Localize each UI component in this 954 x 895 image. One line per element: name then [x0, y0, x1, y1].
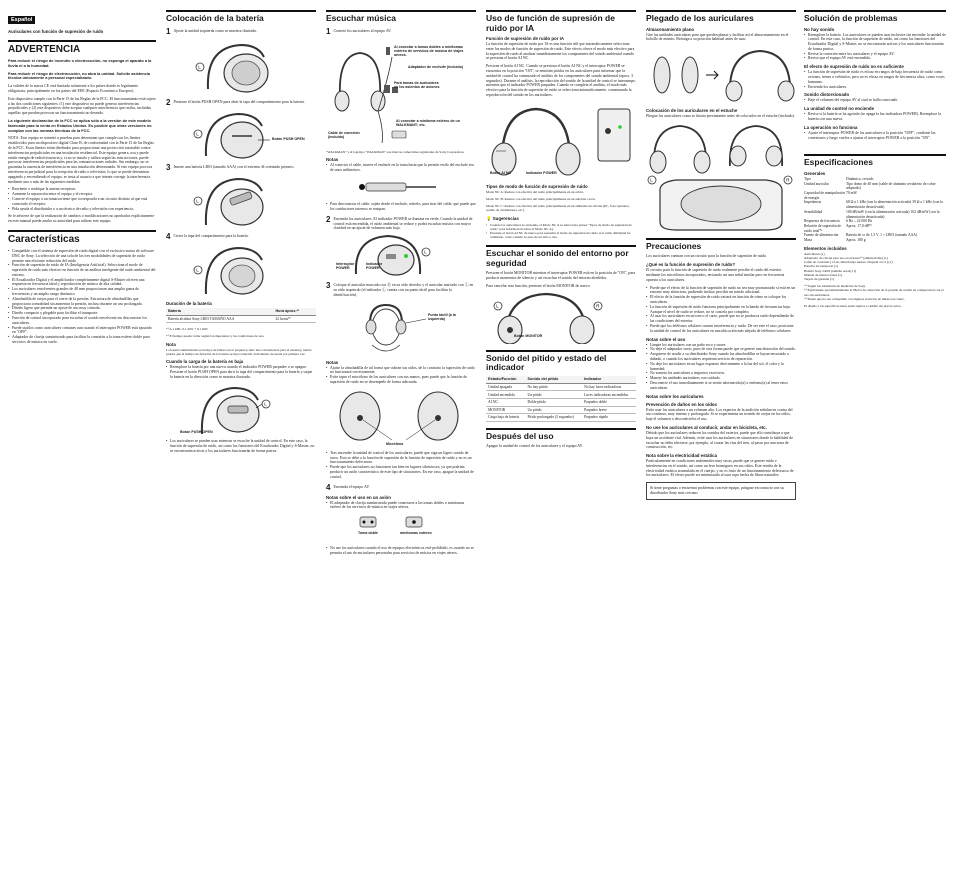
- list-item: • La función de supresión de ruido funciona principalmente en la banda de frecuencias baja. Aunque el nivel de ruido se reduce, no se cancela por completo.: [646, 305, 796, 315]
- notas3-list: [326, 366, 476, 385]
- table-header: Estado/Función: [486, 376, 525, 384]
- feature-item: • El Ecualizador Digital y el amplificador completamente digital S-Master ofrecen una respuesta en frecuencia ideal y reproducción de música de alta calidad.: [8, 278, 156, 288]
- column-4: [486, 8, 636, 887]
- musica-step-1: [326, 28, 476, 36]
- table-row: [166, 315, 316, 323]
- included-item: Tarjeta de garantía (1): [804, 277, 834, 282]
- spec-footnote: *¹ Según los estándares de medición de Sony: [804, 284, 866, 289]
- problema-4-list: [804, 112, 946, 122]
- table-cell: Carga baja de batería: [486, 414, 525, 422]
- power-switch-illustration-icon: [326, 234, 476, 278]
- close-cover-illustration-icon: [166, 244, 316, 298]
- list-item: • Para desconectar el cable, sujete desde el enchufe, retírelo; para tirar del cable, que puede que los conductores internos se rompan.: [326, 202, 476, 212]
- table-cell: Pitido prolongado (3 segundos): [525, 414, 582, 422]
- feature-item: • Puede usarlos como auriculares comunes aun cuando el interruptor POWER está ajustado en "OFF".: [8, 326, 156, 336]
- column-6: [804, 8, 946, 887]
- list-item: • Desconecte el uso inmediatamente si se siente adormecido(a) o enfermo(a) al tener estos auriculares.: [646, 381, 796, 391]
- fig-label-ai-nc: Botón AI NC: [490, 170, 512, 175]
- advertencia-title: ADVERTENCIA: [8, 44, 81, 55]
- spec-footnote: *³ Puede que no sea compatible con algunos servicios de música en vuelo.: [804, 296, 905, 301]
- list-item: • El efecto de la función de supresión de ruido variará en función de cómo se coloque los auriculares.: [646, 295, 796, 305]
- spec-value: 70 mW: [846, 191, 857, 196]
- table-cell: Parpadeo breve: [582, 406, 636, 414]
- monitor-illustration-icon: [486, 292, 636, 344]
- advertencia-p5: La siguiente declaración de la FCC se aplica sólo a la versión de este modelo fabricada para la venta en Estados Unidos. Es posible que otras versiones no cumplan con las normas técnicas de la FCC.: [8, 117, 152, 133]
- avion-list: [326, 501, 476, 511]
- list-item: • Reemplace la batería. Los auriculares se pueden usar inclusive sin encender la unidad de control. En este caso, la función de supresión de ruido, así como las funciones del Ecualizador Digital y S-Master, no se encontrarán activas y los auriculares funcionarán de forma pasiva.: [804, 33, 946, 52]
- microphone-position-icon: [326, 388, 476, 448]
- table-cell: Un pitido: [525, 406, 582, 414]
- prev-text: Evite usar los auriculares a un volumen alto. Los expertos de la audición señalan en contra del uso continuo, muy intenso y prolongado. Si se experimenta un tronido de orejas en los oídos, baje el volumen o desconéctelos el uso.: [646, 407, 793, 422]
- battery-remove-illustration-icon: [166, 382, 316, 436]
- spec-key: Tipo: [804, 176, 811, 181]
- spec-row: [804, 210, 946, 219]
- list-item: • Ajuste la almohadilla de tal forma que cubran sus oídos, de lo contrario la supresión de ruido no funcionará correctamente.: [326, 366, 476, 376]
- problemas-title: Solución de problemas: [804, 13, 898, 23]
- fig-label-indicator: Indicador POWER: [526, 170, 557, 175]
- spec-key: Relación de supresión de ruido total*¹: [804, 223, 841, 233]
- step-text: Ajuste la unidad izquierda como se muestra ilustrada.: [173, 28, 257, 33]
- contact-text: Si tiene preguntas o encuentra problemas con este equipo, póngase en contacto con su distribuidor Sony más cercano.: [650, 486, 784, 496]
- section-bateria: [166, 10, 316, 454]
- nota-text: La batería suministrada se incluye de fábrica en el paquete (como una conveniencia para el usuario); tenido prueba que el tiempo de duración de la batería se haya reducido al momento de usarla por primera vez.: [166, 347, 312, 356]
- precauciones-q-title: ¿Qué es la función de supresión de ruido?: [646, 262, 736, 268]
- list-item: • Los auriculares se pueden usar mientras se escuche la unidad de control. En este caso, la función de supresión de ruido, así como las funciones del Ecualizador Digital y S-Master, no se encontrarán activas y los auriculares funcionarán de forma pasiva.: [166, 439, 316, 453]
- elec-text: Particularmente en condiciones ambientales muy secas, puede que se genere ruido e interferencias en el sonido, así como un leve hormigueo en sus oídos. Este resulta de la electricidad estática acumulada en el cuerpo, y no es fruto de un funcionamiento defectuoso de los auriculares. El efecto puede ser minimizado al usar ropa hecha de fibras naturales.: [646, 459, 794, 478]
- problema-1-list: [804, 33, 946, 62]
- section-advertencia: [8, 40, 156, 224]
- spec-row: [804, 200, 946, 209]
- bateria-step-2: [166, 99, 316, 107]
- caracteristicas-list: [8, 249, 156, 345]
- fig-label-cable: Cable de conexión (incluido): [328, 130, 360, 139]
- avion-title: Notas sobre el uso en un avión: [326, 494, 391, 500]
- spec-final-note: El diseño y las especificaciones están sujetos a cambio sin previo aviso.: [804, 304, 902, 309]
- plegado-sub1: Almacenamiento plano: [646, 26, 695, 32]
- table-cell: AI NC: [486, 398, 525, 406]
- notas-list-2: [326, 202, 476, 212]
- spec-value: 100 dB/mW (con la alimentación activada) 102 dB/mW (con la alimentación desactivada): [846, 209, 940, 219]
- problema-3: Sonido distorsionado: [804, 92, 850, 98]
- figure-microphone: [326, 388, 476, 448]
- bateria-step-1: [166, 28, 316, 36]
- table-row: [486, 406, 636, 414]
- advertencia-p7: Se le advierte de que la realización de cambios o modificaciones no aprobados explícitamente en este manual puede anular su autoridad para utilizar este equipo.: [8, 214, 155, 224]
- table-header: Hora aprox.*¹: [273, 308, 316, 316]
- fig-label-power-switch: Interruptor POWER: [336, 262, 355, 271]
- precauciones-title: Precauciones: [646, 240, 702, 251]
- list-item: • Presione el botón AI NC de nuevo para reanudar el modo de supresión de ruido si el ruido ambiental ha cambiado, como cuando se pasa de un sitio a otro.: [486, 231, 636, 239]
- notas4-list: [326, 451, 476, 480]
- list-item: • Puede que los teléfonos celulares causen interferencia y ruido. De ser este el caso, posicione la unidad de control de los auriculares en una ubicación más alejada de teléfonos celulares.: [646, 324, 796, 334]
- figure-close-cover: [166, 244, 316, 298]
- step-number: 1: [326, 26, 331, 36]
- included-item: Manual de instrucciones (1): [804, 272, 842, 277]
- carga-list-2: [166, 439, 316, 453]
- mode-c: Modo NC C: Reduce con efectiva del ruido principalmente en un ambiente de oficina (PC, fotocopiadora, sonido de ventiladores, etc.).: [486, 204, 630, 213]
- feature-item: • Compatible con el sistema de supresión de ruido digital con el exclusivo motor de software DNC de Sony. La selección de una sola de las tres modalidades de supresión de ruido permite una eficiente reducción del ruido.: [8, 249, 156, 263]
- figure-wearing: [326, 301, 476, 357]
- advertencia-p1: Para reducir el riesgo de incendio o electrocución, no exponga el aparato a la lluvia ni a la humedad.: [8, 58, 152, 68]
- carga-list: [166, 365, 316, 379]
- table-cell: MONITOR: [486, 406, 525, 414]
- section-especificaciones: [804, 154, 946, 308]
- avion-list-2: [326, 546, 476, 556]
- spec-row: [804, 182, 946, 191]
- list-item: • Baje el volumen del equipo AV al cual se halla conectado.: [804, 98, 946, 103]
- spec-row: [804, 238, 946, 243]
- trademark-note: "WALKMAN" y el logotipo "WALKMAN" son marcas comerciales registradas de Sony Corporation.: [326, 149, 465, 154]
- list-item: • Revise si la batería se ha agotado (se apaga la luz indicadora POWER). Reemplace la batería con una nueva.: [804, 112, 946, 122]
- plegado-title: Plegado de los auriculares: [646, 13, 754, 23]
- footnote: *¹ A 1 kHz, 0,1 mW + 0,1 mW: [166, 327, 208, 332]
- spec-key: Respuesta de frecuencia: [804, 219, 840, 224]
- step-text: Encienda los auriculares. El indicador POWER se ilumina en verde. Cuando la unidad de control está encendida, el ruido ambiental se reduce y podrá escuchar música con mayor claridad en un ajuste de volumen más bajo.: [333, 216, 473, 231]
- figure-ai-nc: [486, 101, 636, 181]
- included-item: Batería Sony LR03 (tamaño AAA) (1): [804, 268, 857, 273]
- table-cell: Unidad encendida: [486, 391, 525, 399]
- plegado-sub2: Colocación de los auriculares en el estuche: [646, 108, 738, 114]
- step-number: 2: [326, 214, 331, 224]
- musica-step-2: [326, 216, 476, 231]
- feature-item: • Función de control incorporado para escuchar el sonido envolvente sin desconectar los auriculares.: [8, 316, 156, 326]
- list-item: • Asegúrese de acudir a su distribuidor Sony cuando las almohadillas se hayan ensuciado o dañado, o cuando los auriculares requieran servicio de reparación.: [646, 352, 796, 362]
- ia-p2: Presione el botón AI NC. Cuando se presiona el botón AI NC y el interruptor POWER se encuentra en la posición "ON", se emitirán pitidos en los auriculares para informar que la unidad de control ha comenzado el análisis de los componentes del sonido ambiental (aprox. 3 segundos). Durante el análisis, la reproducción del sonido de la unidad de control se interrumpe, mientras que el indicador POWER parpadea. Cuando se completa el análisis, el modo más efectivo para la función de supresión de ruido se selecciona automáticamente, comenzando la reproducción del sonido en los auriculares.: [486, 64, 636, 97]
- fig-label-power-indicator: Indicador POWER: [366, 262, 383, 271]
- spec-key: Fuente de alimentación: [804, 233, 839, 238]
- beep-table: [486, 376, 636, 422]
- spec-key: Masa: [804, 238, 812, 243]
- spec-value: Aprox. 180 g: [846, 238, 866, 243]
- step-number: 3: [166, 162, 171, 172]
- cond-title: No use los auriculares al conducir, andar en bicicleta, etc.: [646, 424, 767, 430]
- figure-case: [646, 122, 796, 232]
- mode-a: Modo NC A: Reduce con efectiva del ruido principalmente en un avión.: [486, 189, 584, 194]
- svg-text:L: L: [496, 303, 499, 309]
- problema-2: El efecto de supresión de ruido no es suficiente: [804, 64, 904, 70]
- svg-text:L: L: [650, 177, 653, 183]
- section-problemas: [804, 10, 946, 140]
- spec-key: Unidad auricular: [804, 181, 829, 186]
- column-3: [326, 8, 476, 887]
- table-cell: Parpadeo rápido: [582, 414, 636, 422]
- entorno-p2: Para cancelar esta función, presione el botón MONITOR de nuevo.: [486, 283, 591, 288]
- step-text: Coloque el auricular marcado con Ⓡ en su oído derecho y el auricular marcado con Ⓛ en su oído izquierdo (el indicador Ⓛ cuenta con un punto táctil para facilitar la identificación).: [333, 283, 474, 297]
- svg-text:R: R: [596, 303, 600, 309]
- caracteristicas-title: Características: [8, 233, 80, 245]
- table-cell: Un pitido: [525, 391, 582, 399]
- feature-item: • Adaptador de clavija suministrado para facilitar la conexión a la toma estéreo doble para servicios de música en vuelo.: [8, 335, 156, 345]
- svg-text:L: L: [264, 401, 267, 407]
- fig-label-tactil: Punto táctil (a la izquierda): [428, 312, 456, 321]
- notas3-title: Notas: [326, 359, 339, 365]
- step-text: Conecte los auriculares al equipo AV.: [333, 28, 392, 33]
- carrying-case-illustration-icon: [646, 122, 796, 232]
- spec-key: Sensibilidad: [804, 209, 823, 214]
- despues-p1: Apague la unidad de control de los auriculares y el equipo AV.: [486, 444, 583, 449]
- spec-row: [804, 224, 946, 233]
- list-item: • Reemplace la batería por una nueva cuando el indicador POWER parpadee o se apague. Presione el botón PUSH OPEN para abrir la tapa del compartimento para la batería y saque la batería en la dirección como se muestra ilustrada.: [166, 365, 316, 379]
- figure-power-switch: [326, 234, 476, 278]
- table-cell: 22 horas*²: [273, 315, 316, 323]
- svg-text:R: R: [786, 177, 790, 183]
- section-despues: [486, 428, 636, 449]
- advertencia-p6: NOTA: Este equipo se sometió a pruebas para determinar que cumple con los límites establecidos para un dispositivo digital Clase B, de conformidad con la Parte 15 de las Reglas de la FCC. Estos límites están diseñados para proporcionar una protección razonable contra interferencias perjudiciales en una instalación residencial. Este equipo genera, usa y puede emitir energía de radiofrecuencia y, si no se instala y utiliza según las instrucciones, puede provocar interferencias perjudiciales para las comunicaciones radiales. Sin embargo, no se garantiza la ausencia de interferencia en una instalación determinada. Si este equipo provoca interferencia perjudicial para la recepción de radio o televisión, lo que se puede determinar apagando y encendiendo el equipo, se insta al usuario a que intente corregir la interferencia mediante una o más de las siguientes medidas:: [8, 136, 154, 184]
- problema-5: La operación no funciona: [804, 124, 858, 130]
- figure-push-open: [166, 110, 316, 160]
- sugerencias-list: [486, 223, 636, 240]
- table-header: Indicador: [582, 376, 636, 384]
- elementos-title: Elementos incluidos: [804, 245, 847, 251]
- feature-item: • Almohadilla de orejas para el cierre de la presión. Estructura de almohadillas que proporciona comodidad sin aumentar la presión, incluso durante un uso prolongado.: [8, 297, 156, 307]
- feature-item: • Diseño ligero que permite un ajuste de uso muy cómodo.: [8, 306, 156, 311]
- table-row: [486, 383, 636, 391]
- plug-illustration-icon: [326, 175, 476, 199]
- list-item: • Al usar los auriculares en un tren o el carro, puede que no se produzca ruido dependiendo de las condiciones del exterior.: [646, 314, 796, 324]
- precauciones-q-p: El circuito para la función de supresión de ruido realmente percibe el ruido del exterior mediante los micrófonos incorporados, enviando así una señal similar pero en frecuencia opuesta a los auriculares.: [646, 268, 785, 282]
- cond-text: Debido que los auriculares reducen los sonidos del exterior, puede que ello contribuya a que haya un accidente vial. Además, evite usar los auriculares en situaciones donde la habilidad de escuchar no deba afectarse, por ejemplo, al cruzar las vías del tren, al pasar por una zona de construcción, etc.: [646, 430, 793, 450]
- contact-box: [646, 482, 796, 500]
- sugerencias-label: Sugerencias: [492, 215, 519, 221]
- feature-item: • Función de supresión de ruido de IA (Inteligencia Artificial). Selecciona el modo de supresión de ruido más efectivo en función de un análisis inteligente del ruido ambiental del entorno.: [8, 263, 156, 277]
- section-caracteristicas: [8, 230, 156, 345]
- problema-3-list: [804, 98, 946, 103]
- especificaciones-title: Especificaciones: [804, 157, 873, 168]
- problema-5-list: [804, 131, 946, 141]
- spec-row: [804, 191, 946, 200]
- despues-title: Después del uso: [486, 430, 554, 441]
- figure-airplane-jacks: [326, 513, 476, 543]
- column-5: [646, 8, 796, 887]
- musica-title: Escuchar música: [326, 13, 396, 23]
- svg-text:L: L: [196, 198, 199, 203]
- entorno-title: Escuchar el sonido del entorno por seguridad: [486, 248, 629, 268]
- list-item: • Encienda los auriculares.: [804, 85, 946, 90]
- footnote: *² El tiempo puede variar según la temperatura y las condiciones de uso.: [166, 334, 265, 339]
- musica-step-3: [326, 282, 476, 297]
- notas-list: [326, 163, 476, 173]
- fig-label-walkman: Al conectar a minitoma estéreo de un WALKMAN®, etc.: [396, 118, 460, 127]
- fig-label-doble: Al conectar a tomas dobles o minitomas estéreo de servicios de música de viajes aéreos.: [394, 44, 464, 57]
- elec-title: Nota sobre la electricidad estática: [646, 453, 718, 459]
- list-item: • Puede que el efecto de la función de supresión de ruido no sea muy pronunciado si está en un entorno muy silencioso, pudiendo incluso percibir un sonido adicional.: [646, 286, 796, 296]
- advertencia-measures: [8, 187, 156, 211]
- list-item: • Revise la conexión entre los auriculares y el equipo AV.: [804, 52, 946, 57]
- included-item: Estuche de transporte (1): [804, 264, 838, 269]
- fig-label-asientos: Para tomas de auriculares en los asientos de aviones: [394, 80, 440, 89]
- spec-value: Batería de cc de 1,5 V, 1 × LR03 (tamaño AAA): [846, 233, 918, 238]
- advertencia-p2: Para reducir el riesgo de electrocución, no abra la unidad. Solicite asistencia técnica únicamente a personal especializado.: [8, 70, 151, 81]
- figure-connection: [326, 39, 476, 147]
- step-text: Cierre la tapa del compartimento para la batería.: [173, 233, 249, 238]
- fig-label-minitomas: minitomas estéreo: [400, 531, 432, 536]
- figure-insert-battery: [166, 175, 316, 229]
- list-item: • No deje los auriculares en un lugar expuesto directamente a la luz del sol, el calor y la humedad.: [646, 362, 796, 372]
- figure-headphone-left-1: [166, 39, 316, 95]
- step-number: 4: [166, 231, 171, 241]
- table-row: [486, 398, 636, 406]
- language-tag: Español: [8, 16, 35, 24]
- advertencia-p4: Este dispositivo cumple con la Parte 15 de las Reglas de la FCC. El funcionamiento está sujeto a las dos condiciones siguientes: (1) este dispositivo no puede generar interferencias perjudiciales y (2) este dispositivo debe aceptar cualquier interferencia que reciba, incluidas aquellas que puedan provocar un funcionamiento no deseado.: [8, 96, 156, 116]
- mode-b: Modo NC B: Reduce con efectiva del ruido principalmente en un autobús o tren.: [486, 196, 596, 201]
- person-wearing-headphones-icon: [326, 301, 476, 357]
- list-item: • No deje el adaptador sucio, pues de otra forma puede que se genere una distorsión del sonido.: [646, 347, 796, 352]
- included-item: Auriculares (1): [804, 251, 825, 256]
- uso-title: Notas sobre el uso: [646, 336, 686, 342]
- list-item: • Maneje las unidades auriculares con cuidado.: [646, 376, 796, 381]
- figure-remove-battery: [166, 382, 316, 436]
- measure-item: • Reoriente o reubique la antena receptora.: [8, 187, 156, 192]
- spec-value: Dinámico, cerrado: [846, 176, 874, 181]
- headphone-illustration-icon: [166, 39, 316, 95]
- feature-item: • Diseño compacto y plegable para facilitar el transporte.: [8, 311, 156, 316]
- included-item: Cable de conexión (1,5 m, miniclavija estéreo chapada oro L) (1): [804, 260, 893, 265]
- fig-label-monitor: Botón MONITOR: [514, 333, 543, 338]
- step-number: 1: [166, 26, 171, 36]
- ia-title: Uso de función de supresión de ruido por IA: [486, 13, 615, 33]
- fig-label-microfono: Micrófono: [386, 441, 404, 446]
- table-cell: Parpadeo doble: [582, 398, 636, 406]
- push-open-label: Botón PUSH OPEN: [272, 136, 305, 141]
- spec-value: 68 Ω a 1 kHz (con la alimentación activada) 39 Ω a 1 kHz (con la alimentación desactivada): [846, 200, 943, 210]
- table-cell: No hay luces indicadoras: [582, 383, 636, 391]
- spec-key: Impedancia: [804, 200, 822, 205]
- ia-subtitle: Función de supresión de ruido por IA: [486, 36, 565, 41]
- table-cell: Batería alcalina Sony LR03 TAMAÑO AAA: [166, 315, 273, 323]
- step-number: 3: [326, 281, 331, 291]
- spec-value: Tipo domo de 40 mm (cable de aluminio recubierto de cobre adoptado): [846, 181, 936, 191]
- bateria-step-4: [166, 233, 316, 241]
- doc-subtitle: Auriculares con función de supresión de ruido: [8, 29, 104, 34]
- spec-value: Aprox. 17,0 dB*²: [846, 223, 872, 228]
- notas-title: Notas: [326, 156, 339, 162]
- figure-fold-flat: [646, 45, 796, 105]
- table-cell: Luces indicadoras encendidas: [582, 391, 636, 399]
- svg-text:L: L: [196, 267, 199, 272]
- figure-plug: [326, 175, 476, 199]
- problema-2-list: [804, 70, 946, 89]
- table-header: Batería: [166, 308, 273, 316]
- list-item: • Revise que el equipo AV esté encendido.: [804, 56, 946, 61]
- step-text: Inserte una batería LR03 (tamaño AAA) con el extremo ⊕ orientado primero.: [173, 164, 295, 169]
- fig-label-toma-doble: Toma doble: [358, 531, 378, 536]
- list-item: • Tras encender la unidad de control de los auriculares, puede que oiga un ligero sonido de siseo. Esto se debe a la función de supresión de la función de supresión de ruido y no es un funcionamiento defectuoso.: [326, 451, 476, 465]
- step-number: 4: [326, 482, 331, 492]
- column-1: [8, 8, 156, 887]
- folding-illustration-icon: [646, 45, 796, 105]
- spec-footnote: *² Equivalente aproximadamente al 98,2% de reducción de la presión de sonido en comparación con el uso sin auriculares.: [804, 288, 944, 297]
- precauciones-p1: Los auriculares cuentan con un circuito para la función de supresión de ruido.: [646, 254, 767, 259]
- fig-label-adaptador: Adaptador de enchufe (incluido): [408, 64, 464, 69]
- table-cell: No hay pitido: [525, 383, 582, 391]
- prev-title: Prevención de daños en los oídos: [646, 401, 717, 407]
- measure-item: • Conecte el equipo a un tomacorriente que corresponda a un circuito distinto al que está conectado el receptor.: [8, 197, 156, 207]
- advertencia-p3: La validez de la marca CE está limitada solamente a los países donde es legalmente obligatoria, principalmente en los países del EEE (Espacio Económico Europeo).: [8, 84, 139, 93]
- column-2: [166, 8, 316, 887]
- lightbulb-icon: 💡: [486, 215, 492, 221]
- battery-table: [166, 308, 316, 324]
- plegado-p2: Pliegue los auriculares como se ilustra previamente antes de colocarlos en el estuche (incluido).: [646, 114, 795, 119]
- table-row: [486, 391, 636, 399]
- step-text: Encienda el equipo AV.: [333, 484, 370, 489]
- table-cell: Unidad apagada: [486, 383, 525, 391]
- battery-cover-illustration-icon: [166, 110, 316, 160]
- list-item: • La función de supresión de ruido es eficaz en rangos de baja frecuencia de ruido como aviones, trenes o vehículos, pero no es eficaz en rangos de frecuencia altos, como voces humanas.: [804, 70, 946, 84]
- svg-text:L: L: [424, 249, 427, 255]
- entorno-p1: Presione el botón MONITOR mientras el interruptor POWER está en la posición de "ON", para producir momentos de silencio y así escuchar el sonido del entorno alrededor.: [486, 271, 636, 281]
- section-precauciones: [646, 238, 796, 500]
- list-item: • Puede que los auriculares no funcionen tan bien en lugares silenciosos, ya que podrían producir un ruido característico de este tipo de situaciones. En ese caso, apague la unidad de control.: [326, 465, 476, 479]
- list-item: • Limpie los auriculares con un paño seco y suave.: [646, 343, 796, 348]
- svg-text:L: L: [198, 64, 201, 69]
- included-item: Adaptador de clavija para uso en aviones*³ (simple/doble) (1): [804, 256, 888, 260]
- ai-nc-illustration-icon: [486, 101, 636, 181]
- section-musica: [326, 10, 476, 556]
- measure-item: • Aumente la separación entre el equipo y el receptor.: [8, 192, 156, 197]
- list-item: • No use los auriculares cuando el uso de equipos electrónicos esté prohibido, es cuando no se permita el uso de auriculares personales para servicios de música en viajes aéreos.: [326, 546, 476, 556]
- measure-item: • Pida ayuda al distribuidor o a un técnico de radio y televisión con experiencia.: [8, 207, 156, 212]
- generales-title: Generales: [804, 170, 826, 176]
- plegado-p1: Gire las unidades auriculares para que queden planas y facilitar así el almacenamiento en el bolsillo de asiento. Retraiga a su posición habitual antes de usar.: [646, 32, 789, 42]
- carga-title: Cuando la carga de la batería es baja: [166, 358, 244, 364]
- problema-4: La unidad de control no enciende: [804, 106, 875, 112]
- nota-title: Nota: [166, 341, 176, 347]
- airplane-jack-icon: [326, 513, 476, 543]
- bateria-step-3: [166, 164, 316, 172]
- pitido-title: Sonido del pitido y estado del indicador: [486, 352, 607, 373]
- step-text: Presione el botón PUSH OPEN para abrir la tapa del compartimiento para la batería.: [173, 99, 306, 104]
- list-item: • Evite tapar el micrófono de los auriculares con sus manos, pues puede que la función de supresión de ruido no se desempeñe de forma adecuada.: [326, 375, 476, 385]
- battery-insert-illustration-icon: [166, 175, 316, 229]
- table-header: Sonido del pitido: [525, 376, 582, 384]
- sobre-title: Notas sobre los auriculares: [646, 393, 704, 399]
- feature-item: • Los auriculares envolventes grandes de 40 mm proporcionan una amplia gama de frecuencias y un amplio rango dinámico.: [8, 287, 156, 297]
- table-row: [486, 414, 636, 422]
- section-plegado: [646, 10, 796, 232]
- tipos-title: Tipos de modo de función de supresión de ruido: [486, 183, 588, 189]
- spec-key: Capacidad de manipulación de energía: [804, 191, 845, 200]
- section-entorno: [486, 245, 636, 343]
- list-item: • Al conectar el cable, inserte el enchufe en la toma hasta que la presión estilo del enchufe sea de unos milímetros.: [326, 163, 476, 173]
- figure-monitor: [486, 292, 636, 344]
- list-item: • El adaptador de clavija suministrado puede conectarse a las tomas dobles o minitomas estéreo de los servicios de música en viajes aéreos.: [326, 501, 476, 511]
- section-pitido: [486, 350, 636, 422]
- musica-step-4: [326, 484, 476, 492]
- list-item: • Ajuste el interruptor POWER de los auriculares a la posición "OFF", confirme las conexiones y luego vuelva a ajustar el interruptor POWER a la posición "ON".: [804, 131, 946, 141]
- bateria-title: Colocación de la batería: [166, 13, 264, 23]
- duracion-title: Duración de la batería: [166, 300, 212, 306]
- ia-p1: La función de supresión de ruido por IA es una función útil que automáticamente selecciona entre los modos de función de supresión de ruido. Este efecto ofrece el modo más efectivo para la supresión de ruido al analizar inmediatamente los componentes del sonido ambiental cuando se presiona el botón AI NC.: [486, 42, 635, 61]
- precauciones-q-list: [646, 286, 796, 334]
- step-number: 2: [166, 97, 171, 107]
- problema-1: No hay sonido: [804, 26, 835, 32]
- push-open-label: Botón PUSH OPEN: [180, 430, 213, 435]
- table-cell: Doble pitido: [525, 398, 582, 406]
- list-item: • No someta los auriculares a impactos excesivos.: [646, 371, 796, 376]
- svg-text:L: L: [196, 131, 199, 136]
- uso-list: [646, 343, 796, 391]
- list-item: • Cuando los auriculares se encienda, el Modo NC A se selecciona (véase "Tipos de modo de supresión de ruido" para información sobre el Modo NC A).: [486, 223, 636, 231]
- section-ia: [486, 10, 636, 239]
- spec-value: 6 Hz – 22 000 Hz: [846, 219, 873, 224]
- sugerencias-title: [486, 216, 636, 222]
